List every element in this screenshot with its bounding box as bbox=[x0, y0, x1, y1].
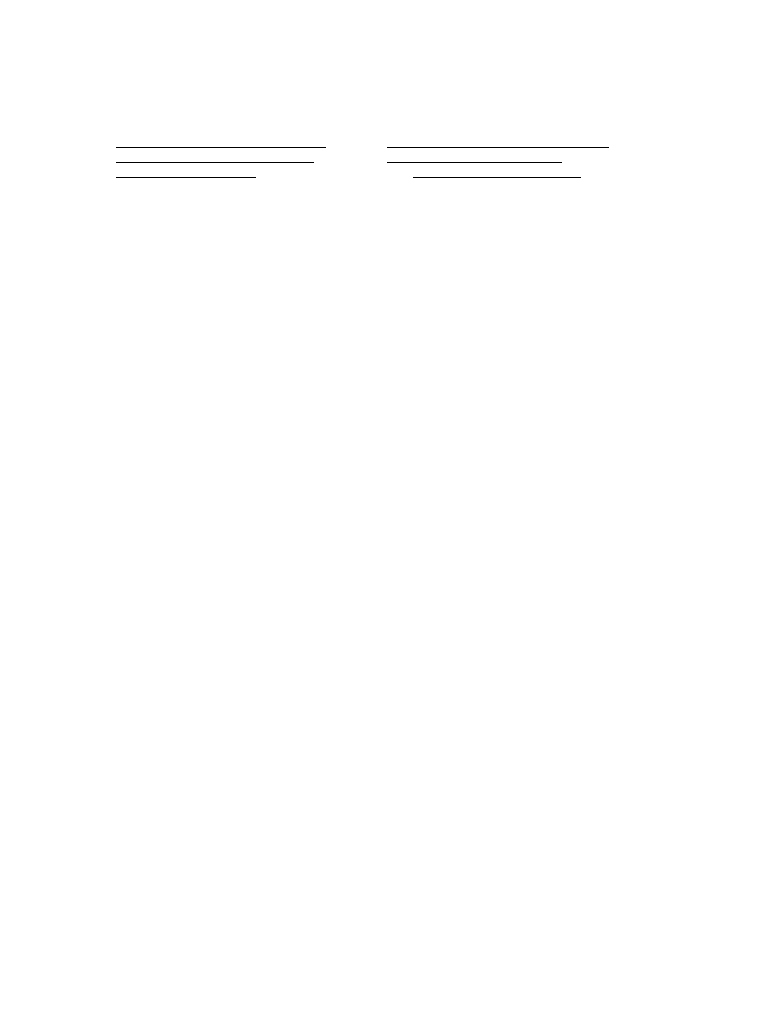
cityzip-line[interactable] bbox=[387, 151, 562, 163]
phone-line[interactable] bbox=[413, 166, 581, 178]
phone-field[interactable] bbox=[384, 166, 581, 182]
recital-field[interactable] bbox=[113, 166, 256, 182]
cin-line[interactable] bbox=[387, 136, 609, 148]
cityzip-field[interactable] bbox=[384, 151, 562, 167]
cin-field[interactable] bbox=[384, 136, 609, 152]
address-field[interactable] bbox=[113, 151, 314, 167]
recital-line[interactable] bbox=[116, 166, 256, 178]
name-line[interactable] bbox=[116, 136, 326, 148]
name-field[interactable] bbox=[113, 136, 326, 152]
address-line[interactable] bbox=[116, 151, 314, 163]
